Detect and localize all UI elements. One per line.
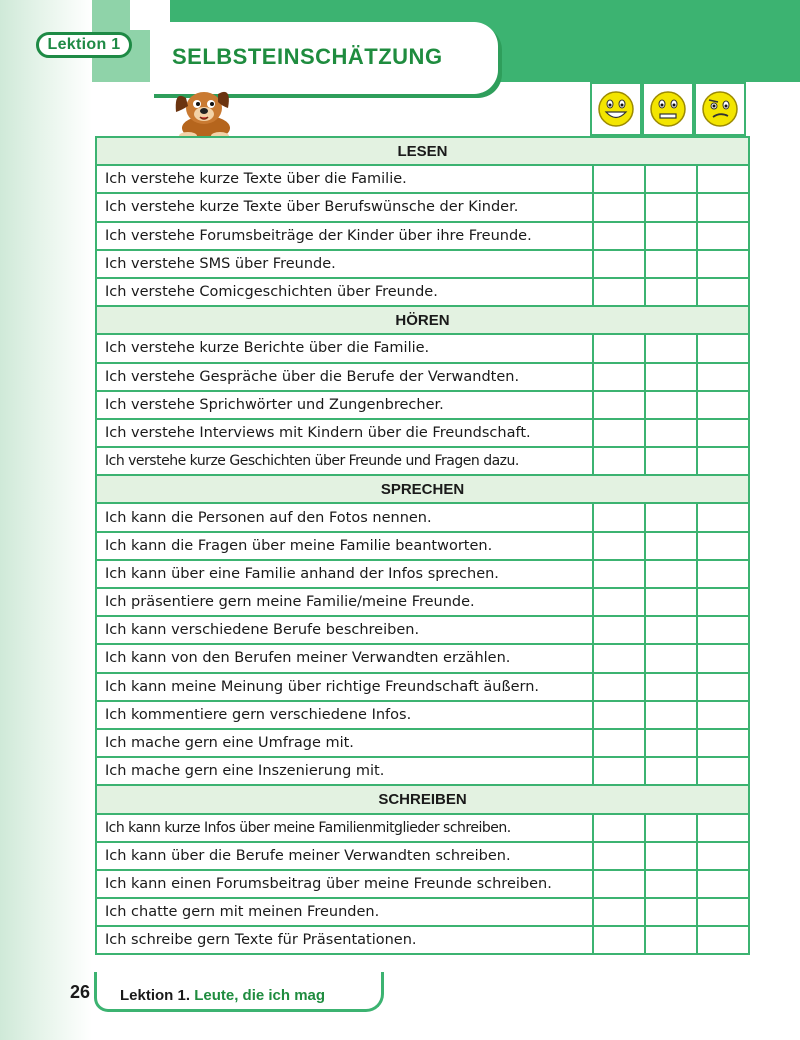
rating-cell-unsure[interactable] [697, 560, 749, 588]
table-row [96, 814, 749, 842]
section-header-row [96, 475, 749, 503]
rating-cell-neutral[interactable] [645, 447, 697, 475]
table-row [96, 644, 749, 672]
rating-cell-unsure[interactable] [697, 729, 749, 757]
rating-cell-unsure[interactable] [697, 391, 749, 419]
table-row [96, 250, 749, 278]
rating-column-unsure [694, 82, 746, 136]
rating-cell-unsure[interactable] [697, 673, 749, 701]
rating-cell-unsure[interactable] [697, 616, 749, 644]
rating-cell-happy[interactable] [593, 165, 645, 193]
rating-cell-unsure[interactable] [697, 842, 749, 870]
rating-cell-unsure[interactable] [697, 898, 749, 926]
table-row [96, 673, 749, 701]
rating-cell-happy[interactable] [593, 870, 645, 898]
section-header-row [96, 306, 749, 334]
rating-cell-unsure[interactable] [697, 644, 749, 672]
table-row [96, 729, 749, 757]
rating-cell-neutral[interactable] [645, 391, 697, 419]
rating-cell-happy[interactable] [593, 757, 645, 785]
rating-cell-unsure[interactable] [697, 363, 749, 391]
lesson-badge: Lektion 1 [36, 32, 132, 58]
rating-cell-happy[interactable] [593, 222, 645, 250]
rating-cell-neutral[interactable] [645, 165, 697, 193]
rating-cell-unsure[interactable] [697, 926, 749, 954]
rating-cell-neutral[interactable] [645, 334, 697, 362]
rating-cell-happy[interactable] [593, 560, 645, 588]
page-title: SELBSTEINSCHÄTZUNG [172, 44, 443, 69]
left-gradient-strip [0, 0, 92, 1040]
statement-text: Ich kann die Fragen über meine Familie beantworten. [96, 532, 593, 560]
footer-lesson-line [120, 987, 325, 1004]
rating-cell-neutral[interactable] [645, 363, 697, 391]
statement-text: Ich kann einen Forumsbeitrag über meine Freunde schreiben. [96, 870, 593, 898]
statement-text: Ich kann über die Berufe meiner Verwandten schreiben. [96, 842, 593, 870]
rating-cell-happy[interactable] [593, 363, 645, 391]
section-heading: LESEN [96, 137, 749, 165]
rating-cell-happy[interactable] [593, 588, 645, 616]
rating-cell-unsure[interactable] [697, 278, 749, 306]
table-row [96, 532, 749, 560]
rating-column-neutral [642, 82, 694, 136]
section-heading: SCHREIBEN [96, 785, 749, 813]
table-row [96, 870, 749, 898]
table-row [96, 193, 749, 221]
rating-cell-neutral[interactable] [645, 588, 697, 616]
footer-lesson-title: Leute, die ich mag [194, 987, 326, 1004]
rating-cell-happy[interactable] [593, 898, 645, 926]
table-row [96, 447, 749, 475]
rating-cell-unsure[interactable] [697, 193, 749, 221]
rating-cell-neutral[interactable] [645, 193, 697, 221]
statement-text: Ich kann die Personen auf den Fotos nennen. [96, 503, 593, 531]
rating-cell-neutral[interactable] [645, 898, 697, 926]
rating-cell-happy[interactable] [593, 673, 645, 701]
section-heading: HÖREN [96, 306, 749, 334]
rating-cell-happy[interactable] [593, 193, 645, 221]
rating-cell-neutral[interactable] [645, 278, 697, 306]
statement-text: Ich verstehe Forumsbeiträge der Kinder über ihre Freunde. [96, 222, 593, 250]
rating-cell-neutral[interactable] [645, 503, 697, 531]
statement-text: Ich kann verschiedene Berufe beschreiben. [96, 616, 593, 644]
statement-text: Ich kann meine Meinung über richtige Freundschaft äußern. [96, 673, 593, 701]
rating-cell-happy[interactable] [593, 842, 645, 870]
rating-cell-unsure[interactable] [697, 701, 749, 729]
statement-text: Ich verstehe kurze Geschichten über Freunde und Fragen dazu. [96, 447, 593, 475]
statement-text: Ich präsentiere gern meine Familie/meine Freunde. [96, 588, 593, 616]
table-row [96, 165, 749, 193]
rating-cell-neutral[interactable] [645, 729, 697, 757]
statement-text: Ich kommentiere gern verschiedene Infos. [96, 701, 593, 729]
rating-cell-happy[interactable] [593, 729, 645, 757]
table-row [96, 334, 749, 362]
section-header-row [96, 785, 749, 813]
statement-text: Ich mache gern eine Inszenierung mit. [96, 757, 593, 785]
rating-cell-unsure[interactable] [697, 532, 749, 560]
statement-text: Ich verstehe Interviews mit Kindern über die Freundschaft. [96, 419, 593, 447]
neutral-face-icon [648, 89, 688, 129]
rating-cell-happy[interactable] [593, 391, 645, 419]
rating-cell-neutral[interactable] [645, 560, 697, 588]
rating-cell-neutral[interactable] [645, 842, 697, 870]
rating-cell-neutral[interactable] [645, 616, 697, 644]
table-row [96, 701, 749, 729]
section-header-row [96, 137, 749, 165]
rating-cell-unsure[interactable] [697, 447, 749, 475]
rating-cell-happy[interactable] [593, 532, 645, 560]
rating-cell-unsure[interactable] [697, 334, 749, 362]
rating-cell-unsure[interactable] [697, 814, 749, 842]
rating-cell-happy[interactable] [593, 334, 645, 362]
footer-lesson-label: Lektion 1. [120, 987, 191, 1004]
statement-text: Ich verstehe kurze Texte über die Familie. [96, 165, 593, 193]
rating-cell-neutral[interactable] [645, 701, 697, 729]
statement-text: Ich schreibe gern Texte für Präsentationen. [96, 926, 593, 954]
rating-cell-neutral[interactable] [645, 532, 697, 560]
rating-cell-neutral[interactable] [645, 870, 697, 898]
dog-mascot-icon [166, 80, 242, 142]
rating-cell-unsure[interactable] [697, 757, 749, 785]
rating-cell-unsure[interactable] [697, 222, 749, 250]
self-assessment-table [95, 136, 750, 955]
rating-cell-happy[interactable] [593, 250, 645, 278]
rating-column-happy [590, 82, 642, 136]
table-row [96, 588, 749, 616]
rating-cell-happy[interactable] [593, 419, 645, 447]
statement-text: Ich mache gern eine Umfrage mit. [96, 729, 593, 757]
rating-cell-happy[interactable] [593, 503, 645, 531]
statement-text: Ich verstehe SMS über Freunde. [96, 250, 593, 278]
rating-cell-unsure[interactable] [697, 250, 749, 278]
table-row [96, 842, 749, 870]
rating-cell-neutral[interactable] [645, 644, 697, 672]
table-row [96, 926, 749, 954]
happy-face-icon [596, 89, 636, 129]
rating-cell-unsure[interactable] [697, 503, 749, 531]
section-heading: SPRECHEN [96, 475, 749, 503]
rating-cell-happy[interactable] [593, 701, 645, 729]
rating-cell-neutral[interactable] [645, 222, 697, 250]
table-row [96, 616, 749, 644]
rating-cell-happy[interactable] [593, 278, 645, 306]
table-row [96, 363, 749, 391]
table-row [96, 222, 749, 250]
rating-cell-unsure[interactable] [697, 419, 749, 447]
table-row [96, 757, 749, 785]
statement-text: Ich verstehe kurze Berichte über die Familie. [96, 334, 593, 362]
rating-cell-neutral[interactable] [645, 673, 697, 701]
table-row [96, 560, 749, 588]
statement-text: Ich verstehe Comicgeschichten über Freunde. [96, 278, 593, 306]
rating-cell-unsure[interactable] [697, 165, 749, 193]
rating-cell-neutral[interactable] [645, 757, 697, 785]
statement-text: Ich kann von den Berufen meiner Verwandten erzählen. [96, 644, 593, 672]
rating-cell-neutral[interactable] [645, 419, 697, 447]
rating-cell-neutral[interactable] [645, 814, 697, 842]
table-row [96, 278, 749, 306]
table-row [96, 898, 749, 926]
statement-text: Ich verstehe kurze Texte über Berufswünsche der Kinder. [96, 193, 593, 221]
statement-text: Ich kann kurze Infos über meine Familienmitglieder schreiben. [96, 814, 593, 842]
rating-cell-unsure[interactable] [697, 870, 749, 898]
unsure-face-icon [700, 89, 740, 129]
statement-text: Ich verstehe Gespräche über die Berufe der Verwandten. [96, 363, 593, 391]
table-row [96, 503, 749, 531]
rating-cell-happy[interactable] [593, 644, 645, 672]
table-row [96, 419, 749, 447]
statement-text: Ich chatte gern mit meinen Freunden. [96, 898, 593, 926]
table-row [96, 391, 749, 419]
page-number: 26 [70, 982, 91, 1002]
statement-text: Ich verstehe Sprichwörter und Zungenbrecher. [96, 391, 593, 419]
rating-cell-happy[interactable] [593, 447, 645, 475]
rating-cell-happy[interactable] [593, 616, 645, 644]
statement-text: Ich kann über eine Familie anhand der Infos sprechen. [96, 560, 593, 588]
rating-cell-neutral[interactable] [645, 926, 697, 954]
rating-cell-happy[interactable] [593, 926, 645, 954]
rating-cell-happy[interactable] [593, 814, 645, 842]
rating-cell-unsure[interactable] [697, 588, 749, 616]
rating-cell-neutral[interactable] [645, 250, 697, 278]
